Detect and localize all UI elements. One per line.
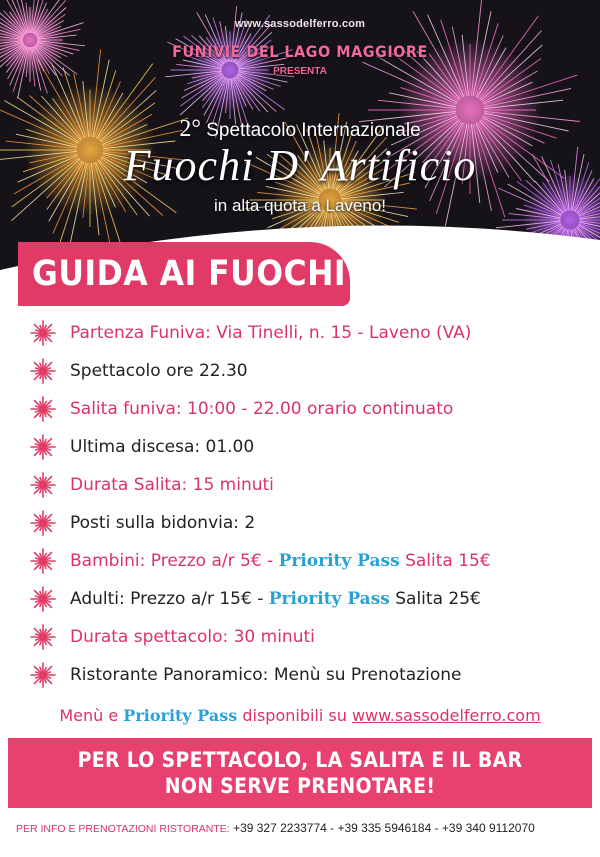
cta-line-1: PER LO SPETTACOLO, LA SALITA E IL BAR (77, 748, 523, 772)
priority-pass-label: Priority Pass (278, 551, 400, 571)
price-text: Salita 25€ (389, 589, 481, 609)
list-item (30, 468, 274, 502)
starburst-icon (30, 548, 56, 574)
starburst-icon (30, 434, 56, 460)
edition-number: 2° (179, 116, 201, 142)
starburst-icon (30, 396, 56, 422)
phone-numbers[interactable]: +39 327 2233774 - +39 335 5946184 - +39 340 9112070 (233, 821, 535, 835)
availability-line (0, 706, 600, 725)
list-item-text: Spettacolo ore 22.30 (70, 361, 248, 381)
list-item-text: Durata spettacolo: 30 minuti (70, 627, 315, 647)
availability-text: disponibili su (237, 706, 352, 725)
guide-title: GUIDA AI FUOCHI (32, 254, 347, 294)
price-text: Adulti: Prezzo a/r 15€ - (70, 589, 269, 609)
guide-banner (18, 242, 350, 306)
edition-text: Spettacolo Internazionale (206, 120, 421, 141)
list-item-text: Partenza Funiva: Via Tinelli, n. 15 - Laveno (VA) (70, 323, 472, 343)
brand-name: FUNIVIE DEL LAGO MAGGIORE (172, 42, 428, 61)
list-item (30, 506, 255, 540)
list-item (30, 658, 462, 692)
starburst-icon (30, 358, 56, 384)
list-item (30, 544, 491, 578)
list-item (30, 354, 248, 388)
list-item-text: Posti sulla bidonvia: 2 (70, 513, 256, 533)
priority-pass-label: Priority Pass (123, 706, 238, 725)
list-item (30, 316, 471, 350)
list-item-text (70, 589, 481, 609)
starburst-icon (30, 586, 56, 612)
website-url[interactable]: www.sassodelferro.com (234, 18, 366, 30)
starburst-icon (30, 510, 56, 536)
starburst-icon (30, 624, 56, 650)
starburst-icon (30, 662, 56, 688)
event-title: Fuochi D' Artificio (123, 141, 477, 190)
list-item-text: Ultima discesa: 01.00 (70, 437, 255, 457)
list-item (30, 620, 315, 654)
edition-line (0, 116, 600, 143)
price-text: Bambini: Prezzo a/r 5€ - (70, 551, 279, 571)
availability-text: Menù e (59, 706, 124, 725)
presents-label: PRESENTA (273, 66, 327, 77)
contact-footer (16, 821, 596, 835)
price-text: Salita 15€ (399, 551, 491, 571)
list-item (30, 582, 481, 616)
event-subtitle: in alta quota a Laveno! (213, 196, 387, 215)
starburst-icon (30, 472, 56, 498)
list-item (30, 430, 254, 464)
contact-label: PER INFO E PRENOTAZIONI RISTORANTE: (16, 823, 230, 835)
no-booking-banner (8, 738, 592, 808)
priority-pass-label: Priority Pass (268, 589, 390, 609)
list-item (30, 392, 453, 426)
list-item-text: Salita funiva: 10:00 - 22.00 orario continuato (70, 399, 454, 419)
starburst-icon (30, 320, 56, 346)
website-link[interactable]: www.sassodelferro.com (351, 706, 541, 725)
list-item-text (70, 551, 491, 571)
cta-line-2: NON SERVE PRENOTARE! (164, 774, 436, 798)
list-item-text: Ristorante Panoramico: Menù su Prenotazione (70, 665, 462, 685)
list-item-text: Durata Salita: 15 minuti (70, 475, 274, 495)
